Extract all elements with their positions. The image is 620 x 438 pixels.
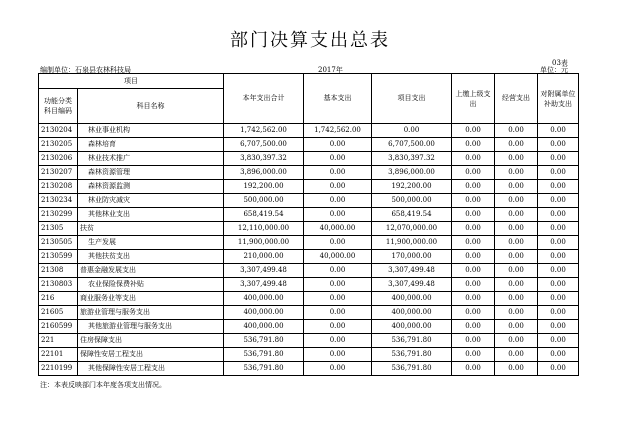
compiling-unit: 编制单位：石泉县农林科技局 (40, 66, 131, 74)
project-cell: 6,707,500.00 (372, 138, 452, 152)
project-cell: 170,000.00 (372, 250, 452, 264)
name-cell: 林业防灾减灾 (78, 194, 224, 208)
code-cell: 2210199 (39, 362, 78, 376)
business-cell: 0.00 (495, 194, 538, 208)
name-cell: 普惠金融发展支出 (78, 264, 224, 278)
subsidy-cell: 0.00 (538, 278, 579, 292)
footnote: 注：本表反映部门本年度各项支出情况。 (40, 381, 166, 389)
upper-cell: 0.00 (452, 292, 495, 306)
name-cell: 其他保障性安居工程支出 (78, 362, 224, 376)
subsidy-cell: 0.00 (538, 222, 579, 236)
subsidy-cell: 0.00 (538, 334, 579, 348)
basic-cell: 0.00 (304, 334, 372, 348)
project-cell: 400,000.00 (372, 320, 452, 334)
code-cell: 21605 (39, 306, 78, 320)
business-cell: 0.00 (495, 362, 538, 376)
header-item: 项目 (39, 74, 224, 89)
total-cell: 400,000.00 (224, 320, 304, 334)
upper-cell: 0.00 (452, 222, 495, 236)
name-cell: 保障性安居工程支出 (78, 348, 224, 362)
name-cell: 生产发展 (78, 236, 224, 250)
name-cell: 林业事业机构 (78, 124, 224, 138)
subsidy-cell: 0.00 (538, 320, 579, 334)
subsidy-cell: 0.00 (538, 138, 579, 152)
table-row (39, 292, 579, 306)
business-cell: 0.00 (495, 278, 538, 292)
project-cell: 3,307,499.48 (372, 278, 452, 292)
table-row (39, 348, 579, 362)
basic-cell: 0.00 (304, 138, 372, 152)
name-cell: 扶贫 (78, 222, 224, 236)
total-cell: 192,200.00 (224, 180, 304, 194)
code-cell: 2130208 (39, 180, 78, 194)
project-cell: 3,307,499.48 (372, 264, 452, 278)
basic-cell: 0.00 (304, 348, 372, 362)
table-row (39, 236, 579, 250)
business-cell: 0.00 (495, 264, 538, 278)
total-cell: 400,000.00 (224, 292, 304, 306)
upper-cell: 0.00 (452, 166, 495, 180)
code-cell: 2130803 (39, 278, 78, 292)
upper-cell: 0.00 (452, 334, 495, 348)
header-project: 项目支出 (372, 74, 452, 124)
code-cell: 221 (39, 334, 78, 348)
business-cell: 0.00 (495, 236, 538, 250)
subsidy-cell: 0.00 (538, 166, 579, 180)
subsidy-cell: 0.00 (538, 250, 579, 264)
name-cell: 农业保险保费补贴 (78, 278, 224, 292)
table-row (39, 334, 579, 348)
business-cell: 0.00 (495, 348, 538, 362)
business-cell: 0.00 (495, 166, 538, 180)
code-cell: 21308 (39, 264, 78, 278)
header-basic: 基本支出 (304, 74, 372, 124)
report-year: 2017年 (318, 66, 343, 74)
total-cell: 536,791.80 (224, 362, 304, 376)
basic-cell: 0.00 (304, 264, 372, 278)
table-row (39, 222, 579, 236)
project-cell: 192,200.00 (372, 180, 452, 194)
basic-cell: 0.00 (304, 152, 372, 166)
subsidy-cell: 0.00 (538, 152, 579, 166)
subsidy-cell: 0.00 (538, 306, 579, 320)
basic-cell: 40,000.00 (304, 222, 372, 236)
code-cell: 2130205 (39, 138, 78, 152)
project-cell: 658,419.54 (372, 208, 452, 222)
code-cell: 2130599 (39, 250, 78, 264)
subsidy-cell: 0.00 (538, 236, 579, 250)
project-cell: 400,000.00 (372, 292, 452, 306)
subsidy-cell: 0.00 (538, 194, 579, 208)
code-cell: 2130234 (39, 194, 78, 208)
basic-cell: 0.00 (304, 236, 372, 250)
business-cell: 0.00 (495, 250, 538, 264)
basic-cell: 0.00 (304, 306, 372, 320)
currency-unit: 单位：元 (540, 66, 568, 74)
business-cell: 0.00 (495, 292, 538, 306)
subsidy-cell: 0.00 (538, 348, 579, 362)
table-row (39, 320, 579, 334)
name-cell: 林业技术推广 (78, 152, 224, 166)
name-cell: 其他扶贫支出 (78, 250, 224, 264)
table-row (39, 362, 579, 376)
project-cell: 3,830,397.32 (372, 152, 452, 166)
total-cell: 3,307,499.48 (224, 278, 304, 292)
table-row (39, 138, 579, 152)
upper-cell: 0.00 (452, 306, 495, 320)
subsidy-cell: 0.00 (538, 180, 579, 194)
name-cell: 森林资源管理 (78, 166, 224, 180)
total-cell: 3,830,397.32 (224, 152, 304, 166)
project-cell: 536,791.80 (372, 348, 452, 362)
upper-cell: 0.00 (452, 236, 495, 250)
header-business: 经营支出 (495, 74, 538, 124)
code-cell: 21305 (39, 222, 78, 236)
table-row (39, 208, 579, 222)
project-cell: 500,000.00 (372, 194, 452, 208)
upper-cell: 0.00 (452, 194, 495, 208)
total-cell: 1,742,562.00 (224, 124, 304, 138)
total-cell: 400,000.00 (224, 306, 304, 320)
subsidy-cell: 0.00 (538, 124, 579, 138)
total-cell: 536,791.80 (224, 348, 304, 362)
business-cell: 0.00 (495, 222, 538, 236)
code-cell: 2130204 (39, 124, 78, 138)
business-cell: 0.00 (495, 306, 538, 320)
table-row (39, 124, 579, 138)
upper-cell: 0.00 (452, 208, 495, 222)
code-cell: 2130206 (39, 152, 78, 166)
table-row (39, 306, 579, 320)
header-total: 本年支出合计 (224, 74, 304, 124)
total-cell: 658,419.54 (224, 208, 304, 222)
basic-cell: 0.00 (304, 362, 372, 376)
project-cell: 3,896,000.00 (372, 166, 452, 180)
business-cell: 0.00 (495, 334, 538, 348)
name-cell: 旅游业管理与服务支出 (78, 306, 224, 320)
upper-cell: 0.00 (452, 152, 495, 166)
code-cell: 2130299 (39, 208, 78, 222)
project-cell: 536,791.80 (372, 334, 452, 348)
project-cell: 0.00 (372, 124, 452, 138)
page-title: 部门决算支出总表 (230, 30, 390, 51)
upper-cell: 0.00 (452, 124, 495, 138)
code-cell: 216 (39, 292, 78, 306)
total-cell: 6,707,500.00 (224, 138, 304, 152)
name-cell: 住房保障支出 (78, 334, 224, 348)
basic-cell: 0.00 (304, 320, 372, 334)
subsidy-cell: 0.00 (538, 208, 579, 222)
header-code: 功能分类科目编码 (39, 89, 78, 124)
upper-cell: 0.00 (452, 278, 495, 292)
basic-cell: 0.00 (304, 194, 372, 208)
header-subsidy: 对附属单位补助支出 (538, 74, 579, 124)
expenditure-table (38, 73, 579, 376)
project-cell: 536,791.80 (372, 362, 452, 376)
subsidy-cell: 0.00 (538, 362, 579, 376)
form-number: 03表 (552, 59, 568, 67)
name-cell: 其他旅游业管理与服务支出 (78, 320, 224, 334)
table-row (39, 264, 579, 278)
upper-cell: 0.00 (452, 362, 495, 376)
name-cell: 其他林业支出 (78, 208, 224, 222)
business-cell: 0.00 (495, 124, 538, 138)
subsidy-cell: 0.00 (538, 292, 579, 306)
business-cell: 0.00 (495, 180, 538, 194)
code-cell: 2160599 (39, 320, 78, 334)
upper-cell: 0.00 (452, 264, 495, 278)
code-cell: 2130207 (39, 166, 78, 180)
upper-cell: 0.00 (452, 138, 495, 152)
table-row (39, 180, 579, 194)
basic-cell: 40,000.00 (304, 250, 372, 264)
business-cell: 0.00 (495, 320, 538, 334)
basic-cell: 0.00 (304, 180, 372, 194)
header-name: 科目名称 (78, 89, 224, 124)
total-cell: 3,896,000.00 (224, 166, 304, 180)
subsidy-cell: 0.00 (538, 264, 579, 278)
table-row (39, 278, 579, 292)
basic-cell: 0.00 (304, 166, 372, 180)
code-cell: 22101 (39, 348, 78, 362)
basic-cell: 0.00 (304, 208, 372, 222)
basic-cell: 1,742,562.00 (304, 124, 372, 138)
project-cell: 11,900,000.00 (372, 236, 452, 250)
total-cell: 210,000.00 (224, 250, 304, 264)
project-cell: 12,070,000.00 (372, 222, 452, 236)
name-cell: 森林培育 (78, 138, 224, 152)
upper-cell: 0.00 (452, 250, 495, 264)
code-cell: 2130505 (39, 236, 78, 250)
upper-cell: 0.00 (452, 348, 495, 362)
project-cell: 400,000.00 (372, 306, 452, 320)
upper-cell: 0.00 (452, 320, 495, 334)
business-cell: 0.00 (495, 138, 538, 152)
table-row (39, 194, 579, 208)
upper-cell: 0.00 (452, 180, 495, 194)
business-cell: 0.00 (495, 152, 538, 166)
total-cell: 11,900,000.00 (224, 236, 304, 250)
table-row (39, 166, 579, 180)
name-cell: 商业服务业等支出 (78, 292, 224, 306)
name-cell: 森林资源监测 (78, 180, 224, 194)
header-upper: 上缴上级支出 (452, 74, 495, 124)
table-row (39, 152, 579, 166)
total-cell: 536,791.80 (224, 334, 304, 348)
business-cell: 0.00 (495, 208, 538, 222)
total-cell: 3,307,499.48 (224, 264, 304, 278)
basic-cell: 0.00 (304, 278, 372, 292)
table-row (39, 250, 579, 264)
total-cell: 12,110,000.00 (224, 222, 304, 236)
basic-cell: 0.00 (304, 292, 372, 306)
total-cell: 500,000.00 (224, 194, 304, 208)
